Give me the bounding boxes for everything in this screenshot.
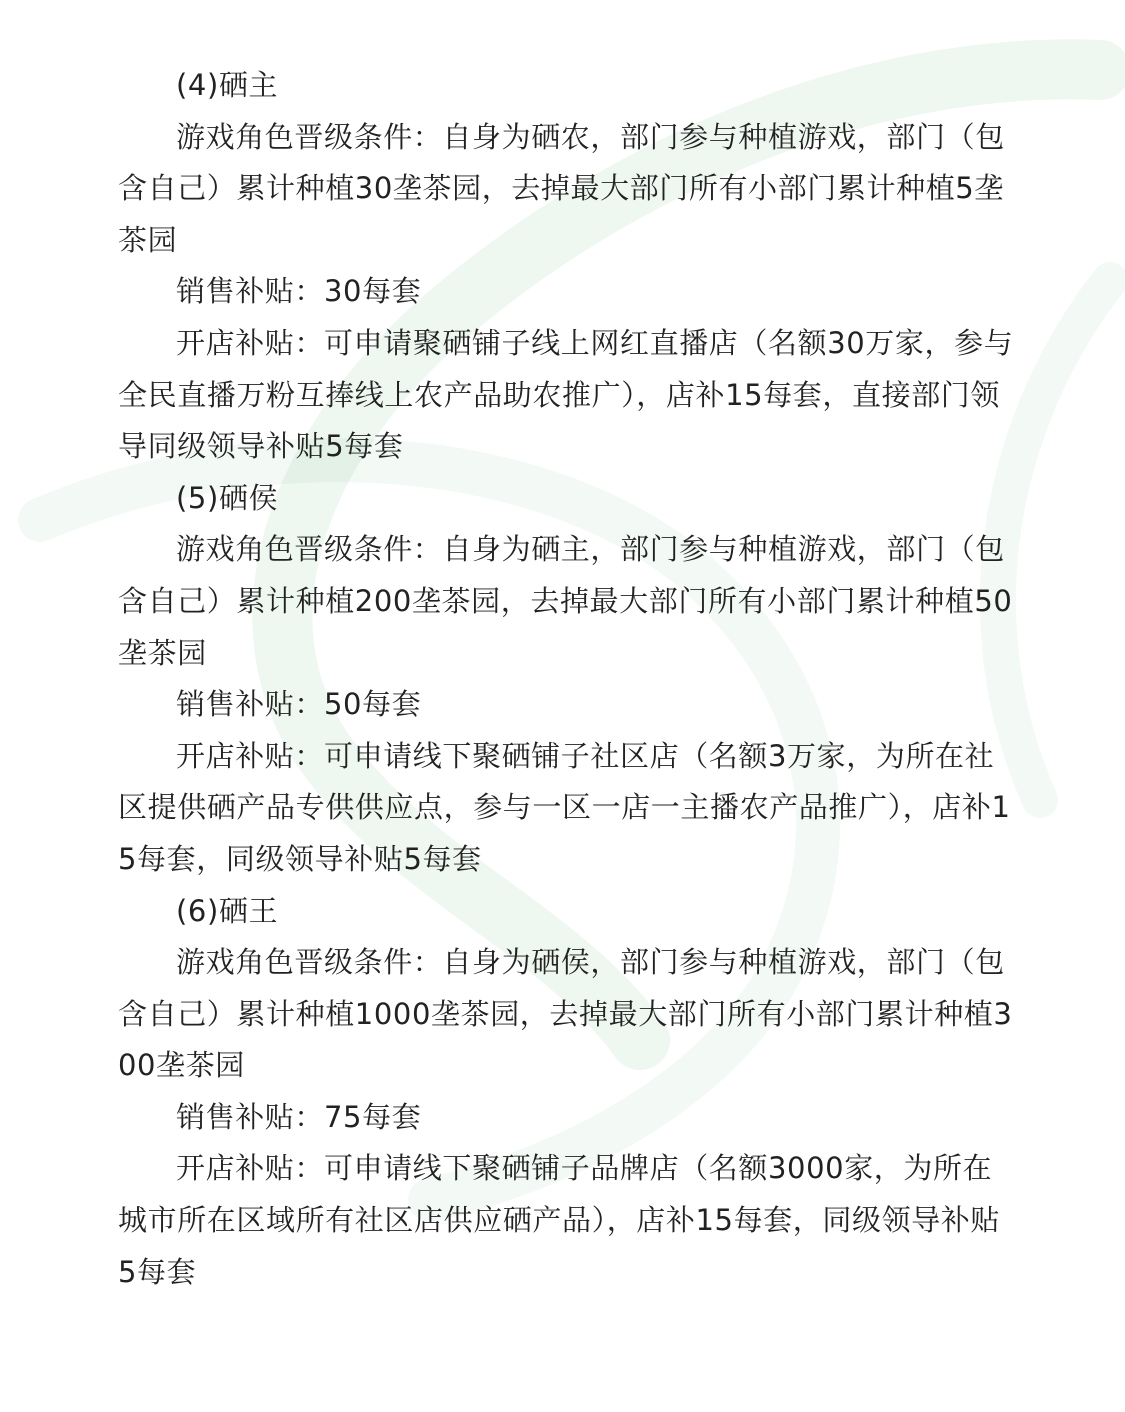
section-6	[118, 886, 1018, 1299]
sales-subsidy: 销售补贴：30每套	[176, 274, 422, 309]
section-heading: (5)硒侯	[176, 480, 279, 515]
sales-subsidy: 销售补贴：50每套	[176, 687, 422, 722]
store-subsidy: 开店补贴：可申请线下聚硒铺子品牌店（名额3000家，为所在城市所在区域所有社区店供应硒产品），店补15每套，同级领导补贴5每套	[118, 1151, 1001, 1289]
store-subsidy: 开店补贴：可申请线下聚硒铺子社区店（名额3万家，为所在社区提供硒产品专供供应点，参与一区一店一主播农产品推广），店补15每套，同级领导补贴5每套	[118, 738, 1011, 876]
section-heading: (4)硒主	[176, 68, 279, 102]
upgrade-condition: 游戏角色晋级条件：自身为硒主，部门参与种植游戏，部门（包含自己）累计种植200垄茶园，去掉最大部门所有小部门累计种植50垄茶园	[118, 532, 1013, 670]
upgrade-condition: 游戏角色晋级条件：自身为硒农，部门参与种植游戏，部门（包含自己）累计种植30垄茶园，去掉最大部门所有小部门累计种植5垄茶园	[118, 119, 1005, 257]
section-heading: (6)硒王	[176, 893, 279, 928]
section-4	[118, 60, 1018, 473]
document-body	[118, 60, 1018, 1298]
sales-subsidy: 销售补贴：75每套	[176, 1099, 422, 1134]
store-subsidy: 开店补贴：可申请聚硒铺子线上网红直播店（名额30万家，参与全民直播万粉互捧线上农产品助农推广），店补15每套，直接部门领导同级领导补贴5每套	[118, 325, 1014, 464]
upgrade-condition: 游戏角色晋级条件：自身为硒侯，部门参与种植游戏，部门（包含自己）累计种植1000垄茶园，去掉最大部门所有小部门累计种植300垄茶园	[118, 945, 1013, 1083]
section-5	[118, 473, 1018, 886]
